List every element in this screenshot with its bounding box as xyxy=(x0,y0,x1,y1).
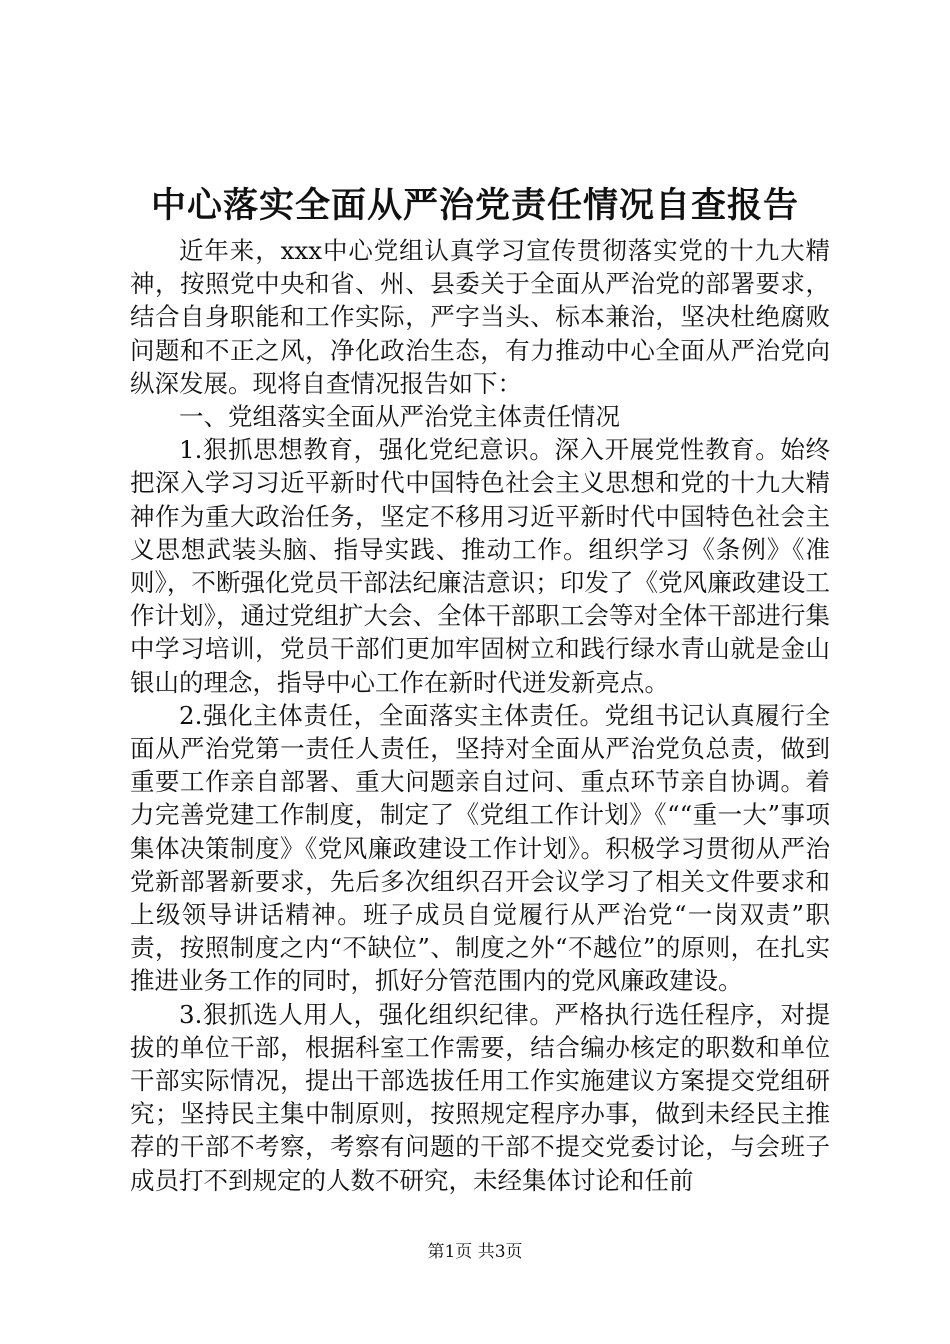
document-title: 中心落实全面从严治党责任情况自查报告 xyxy=(150,185,799,226)
intro-paragraph: 近年来，xxx中心党组认真学习宣传贯彻落实党的十九大精神，按照党中央和省、州、县委关于全面从严治党的部署要求，结合自身职能和工作实际，严字当头、标本兼治，坚决杜绝腐败问题和不正之风，净化政治生态，有力推动中心全面从严治党向纵深发展。现将自查情况报告如下： xyxy=(130,236,830,398)
page-footer: 第1页 共3页 xyxy=(427,1242,523,1262)
paragraph-item-3: 3.狠抓选人用人，强化组织纪律。严格执行选任程序，对提拔的单位干部，根据科室工作需要，结合编办核定的职数和单位干部实际情况，提出干部选拔任用工作实施建议方案提交党组研究；坚持民主集中制原则，按照规定程序办事，做到未经民主推荐的干部不考察，考察有问题的干部不提交党委讨论，与会班子成员打不到规定的人数不研究，未经集体讨论和任前 xyxy=(130,999,830,1195)
paragraph-item-1: 1.狠抓思想教育，强化党纪意识。深入开展党性教育。始终把深入学习习近平新时代中国特色社会主义思想和党的十九大精神作为重大政治任务，坚定不移用习近平新时代中国特色社会主义思想武装头脑、指导实践、推动工作。组织学习《条例》《准则》，不断强化党员干部法纪廉洁意识；印发了《党风廉政建设工作计划》，通过党组扩大会、全体干部职工会等对全体干部进行集中学习培训，党员干部们更加牢固树立和践行绿水青山就是金山银山的理念，指导中心工作在新时代迸发新亮点。 xyxy=(130,435,830,697)
paragraph-item-2: 2.强化主体责任，全面落实主体责任。党组书记认真履行全面从严治党第一责任人责任，坚持对全面从严治党负总责，做到重要工作亲自部署、重大问题亲自过问、重点环节亲自协调。着力完善党建工作制度，制定了《党组工作计划》《““重一大”事项集体决策制度》《党风廉政建设工作计划》。积极学习贯彻从严治党新部署新要求，先后多次组织召开会议学习了相关文件要求和上级领导讲话精神。班子成员自觉履行从严治党“一岗双责”职责，按照制度之内“不缺位”、制度之外“不越位”的原则，在扎实推进业务工作的同时，抓好分管范围内的党风廉政建设。 xyxy=(130,700,830,996)
section-heading: 一、党组落实全面从严治党主体责任情况 xyxy=(179,402,620,432)
document-body xyxy=(130,234,830,1197)
